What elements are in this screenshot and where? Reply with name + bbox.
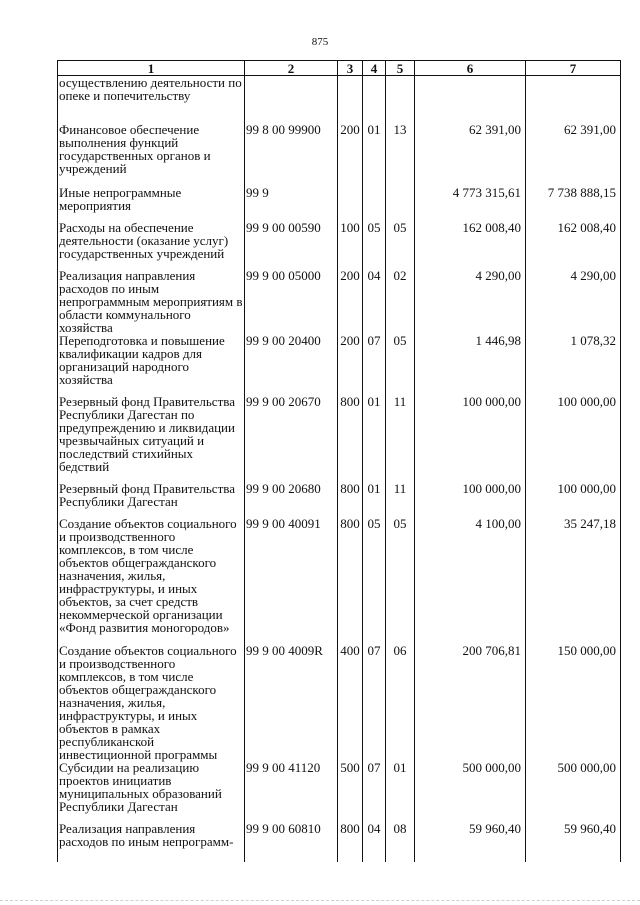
row-value-7: 59 960,40 <box>526 822 621 862</box>
row-col-4: 05 <box>363 517 386 644</box>
row-code: 99 9 00 60810 <box>245 822 338 862</box>
row-col-5 <box>386 186 415 221</box>
table-row <box>58 269 621 334</box>
row-col-3: 800 <box>338 517 363 644</box>
row-col-5: 11 <box>386 395 415 482</box>
table-row <box>58 482 621 517</box>
row-col-3: 200 <box>338 334 363 395</box>
row-col-4: 07 <box>363 334 386 395</box>
row-col-5: 06 <box>386 644 415 761</box>
row-name: Субсидии на реализацию проектов инициатив муниципальных образований Республики Дагестан <box>58 761 245 822</box>
row-name: Реализация направления расходов по иным непрограмм- <box>58 822 245 862</box>
row-col-5: 08 <box>386 822 415 862</box>
table-row <box>58 822 621 862</box>
table-row <box>58 221 621 269</box>
row-code: 99 9 00 41120 <box>245 761 338 822</box>
row-value-6: 1 446,98 <box>415 334 526 395</box>
row-value-7: 100 000,00 <box>526 395 621 482</box>
row-name: Расходы на обеспечение деятельности (оказание услуг) государственных учреждений <box>58 221 245 269</box>
row-col-5: 05 <box>386 334 415 395</box>
table-row <box>58 123 621 186</box>
row-col-4: 01 <box>363 482 386 517</box>
row-name: Резервный фонд Правительства Республики Дагестан <box>58 482 245 517</box>
row-value-7: 100 000,00 <box>526 482 621 517</box>
row-col-4: 07 <box>363 644 386 761</box>
row-col-5: 05 <box>386 221 415 269</box>
row-col-4: 04 <box>363 822 386 862</box>
row-col-4 <box>363 186 386 221</box>
row-name: Резервный фонд Правительства Республики Дагестан по предупреждению и ликвидации чрезвычайных ситуаций и последствий стихийных бедствий <box>58 395 245 482</box>
header-col-3: 3 <box>338 61 363 76</box>
table-row <box>58 395 621 482</box>
header-col-4: 4 <box>363 61 386 76</box>
row-code: 99 9 00 40091 <box>245 517 338 644</box>
header-col-2: 2 <box>245 61 338 76</box>
table-row <box>58 334 621 395</box>
row-col-3: 400 <box>338 644 363 761</box>
table-header-row <box>58 61 621 76</box>
row-name: Иные непрограммные мероприятия <box>58 186 245 221</box>
row-name: Финансовое обеспечение выполнения функций государственных органов и учреждений <box>58 123 245 186</box>
row-value-7: 4 290,00 <box>526 269 621 334</box>
row-col-3: 200 <box>338 123 363 186</box>
row-value-6: 162 008,40 <box>415 221 526 269</box>
row-value-6: 4 290,00 <box>415 269 526 334</box>
row-col-4: 01 <box>363 395 386 482</box>
row-value-7: 150 000,00 <box>526 644 621 761</box>
row-col-4 <box>363 76 386 123</box>
row-value-6: 4 100,00 <box>415 517 526 644</box>
table-row <box>58 76 621 123</box>
header-col-6: 6 <box>415 61 526 76</box>
row-name: Переподготовка и повышение квалификации кадров для организаций народного хозяйства <box>58 334 245 395</box>
row-col-4: 01 <box>363 123 386 186</box>
row-code: 99 9 00 00590 <box>245 221 338 269</box>
row-value-6: 500 000,00 <box>415 761 526 822</box>
row-code: 99 9 00 20670 <box>245 395 338 482</box>
row-code: 99 9 00 05000 <box>245 269 338 334</box>
row-value-6: 200 706,81 <box>415 644 526 761</box>
page-number: 875 <box>311 36 329 48</box>
row-value-6: 59 960,40 <box>415 822 526 862</box>
header-col-5: 5 <box>386 61 415 76</box>
table-row <box>58 186 621 221</box>
row-col-4: 07 <box>363 761 386 822</box>
row-col-3: 100 <box>338 221 363 269</box>
row-col-3 <box>338 76 363 123</box>
row-value-7: 1 078,32 <box>526 334 621 395</box>
row-value-7: 162 008,40 <box>526 221 621 269</box>
row-col-5 <box>386 76 415 123</box>
row-code: 99 9 00 4009R <box>245 644 338 761</box>
row-col-4: 05 <box>363 221 386 269</box>
row-code: 99 9 00 20680 <box>245 482 338 517</box>
row-name: Реализация направления расходов по иным непрограммным мероприятиям в области коммунального хозяйства <box>59 267 243 335</box>
row-value-7 <box>526 76 621 123</box>
row-col-3: 500 <box>338 761 363 822</box>
row-col-5: 01 <box>386 761 415 822</box>
row-value-7: 35 247,18 <box>526 517 621 644</box>
row-code <box>245 76 338 123</box>
header-col-1: 1 <box>58 61 245 76</box>
row-col-3: 800 <box>338 395 363 482</box>
row-value-7: 62 391,00 <box>526 123 621 186</box>
table-row <box>58 761 621 822</box>
row-value-6: 100 000,00 <box>415 395 526 482</box>
row-value-7: 500 000,00 <box>526 761 621 822</box>
row-col-5: 05 <box>386 517 415 644</box>
budget-table <box>57 60 621 862</box>
row-col-3: 800 <box>338 482 363 517</box>
row-value-7: 7 738 888,15 <box>526 186 621 221</box>
row-col-3: 800 <box>338 822 363 862</box>
row-name: Создание объектов социального и производственного комплексов, в том числе объектов общегражданского назначения, жилья, инфраструктуры, и иных объектов, за счет средств некоммерческой организации «Фонд развития моногородов» <box>58 517 245 644</box>
row-code: 99 9 <box>245 186 338 221</box>
row-value-6: 4 773 315,61 <box>415 186 526 221</box>
row-value-6: 100 000,00 <box>415 482 526 517</box>
row-col-5: 13 <box>386 123 415 186</box>
row-name: осуществлению деятельности по опеке и попечительству <box>58 76 245 123</box>
row-value-6: 62 391,00 <box>415 123 526 186</box>
table-row <box>58 517 621 644</box>
row-code: 99 9 00 20400 <box>245 334 338 395</box>
table-row <box>58 644 621 761</box>
header-col-7: 7 <box>526 61 621 76</box>
row-col-3: 200 <box>338 269 363 334</box>
row-col-4: 04 <box>363 269 386 334</box>
row-name: Создание объектов социального и производственного комплексов, в том числе объектов общегражданского назначения, жилья, инфраструктуры, и иных объектов в рамках республиканской инвестиционной программы <box>58 644 245 761</box>
row-col-3 <box>338 186 363 221</box>
scan-edge-line <box>0 900 640 905</box>
row-col-5: 11 <box>386 482 415 517</box>
row-col-5: 02 <box>386 269 415 334</box>
row-value-6 <box>415 76 526 123</box>
row-code: 99 8 00 99900 <box>245 123 338 186</box>
